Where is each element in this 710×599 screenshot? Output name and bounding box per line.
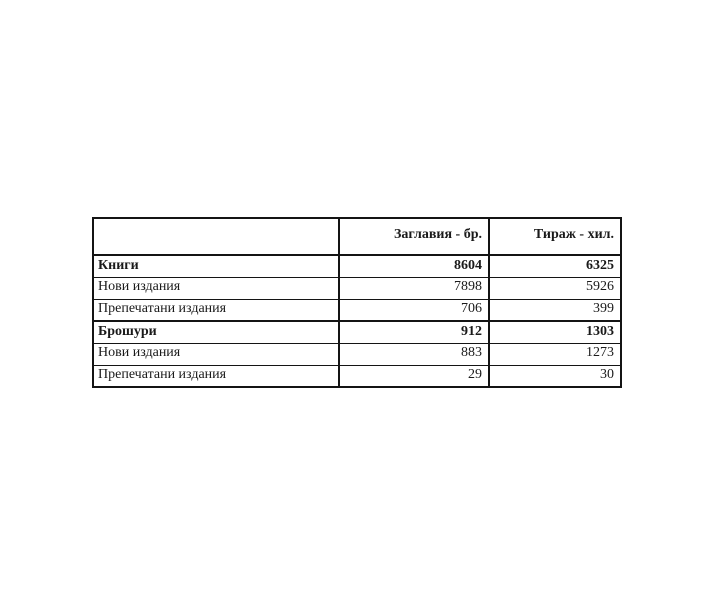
row-label: Брошури bbox=[93, 321, 339, 343]
header-empty-cell bbox=[93, 218, 339, 255]
row-label: Препечатани издания bbox=[93, 365, 339, 387]
table-header-row bbox=[93, 218, 621, 255]
printrun-value: 5926 bbox=[489, 277, 621, 299]
table-row-brochures bbox=[93, 321, 621, 343]
table-row-brochures-new bbox=[93, 343, 621, 365]
printrun-value: 399 bbox=[489, 299, 621, 321]
row-label: Препечатани издания bbox=[93, 299, 339, 321]
titles-value: 706 bbox=[339, 299, 489, 321]
table-row-brochures-reprinted bbox=[93, 365, 621, 387]
row-label: Книги bbox=[93, 255, 339, 277]
header-titles-count: Заглавия - бр. bbox=[339, 218, 489, 255]
titles-value: 883 bbox=[339, 343, 489, 365]
header-print-run: Тираж - хил. bbox=[489, 218, 621, 255]
row-label: Нови издания bbox=[93, 343, 339, 365]
printrun-value: 1303 bbox=[489, 321, 621, 343]
printrun-value: 30 bbox=[489, 365, 621, 387]
titles-value: 8604 bbox=[339, 255, 489, 277]
table-row-books-reprinted bbox=[93, 299, 621, 321]
table-row-books bbox=[93, 255, 621, 277]
titles-value: 29 bbox=[339, 365, 489, 387]
printrun-value: 6325 bbox=[489, 255, 621, 277]
row-label: Нови издания bbox=[93, 277, 339, 299]
titles-value: 912 bbox=[339, 321, 489, 343]
publications-stats-table bbox=[92, 217, 622, 388]
printrun-value: 1273 bbox=[489, 343, 621, 365]
table-row-books-new bbox=[93, 277, 621, 299]
titles-value: 7898 bbox=[339, 277, 489, 299]
